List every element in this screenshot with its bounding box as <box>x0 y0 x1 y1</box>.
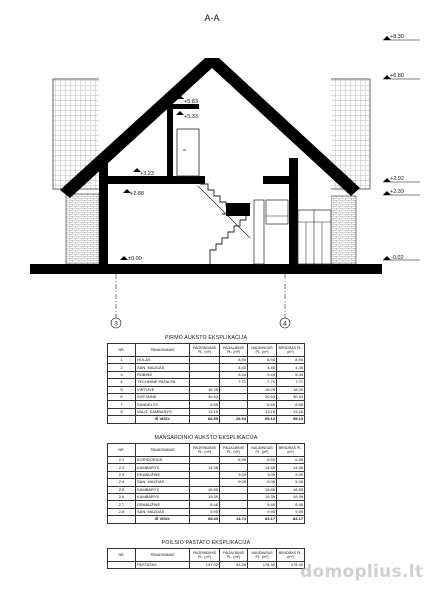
value-cell: 7 <box>108 401 136 408</box>
table-row <box>108 464 305 471</box>
total-cell: 68.43 <box>190 516 220 523</box>
value-cell: 3.09 <box>277 471 305 478</box>
table-row <box>108 357 305 364</box>
svg-text:+8.30: +8.30 <box>390 34 404 40</box>
value-cell: 41.28 <box>220 562 248 569</box>
total-row <box>108 416 305 423</box>
value-cell: 2 <box>108 364 136 371</box>
value-cell: 30.53 <box>277 393 305 400</box>
svg-text:+2.39: +2.39 <box>390 189 404 195</box>
value-cell: 8.94 <box>220 357 248 364</box>
col-header: NR. <box>108 344 136 357</box>
value-cell: 18.25 <box>248 386 277 393</box>
total-cell: 95.13 <box>248 416 277 423</box>
value-cell: 2.8 <box>108 508 136 515</box>
svg-text:+5.33: +5.33 <box>184 114 198 120</box>
value-cell: 8.46 <box>277 501 305 508</box>
svg-text:+2.88: +2.88 <box>130 191 144 197</box>
value-cell: 14.58 <box>277 464 305 471</box>
value-cell: 2.7 <box>108 501 136 508</box>
room-name-cell: TECHNINĖ PATALPA <box>136 379 190 386</box>
svg-text:-0.02: -0.02 <box>391 255 404 261</box>
table-row <box>108 457 305 464</box>
table-row <box>108 408 305 415</box>
right-exterior-wall <box>289 158 298 264</box>
svg-text:+2.92: +2.92 <box>390 176 404 182</box>
col-header: NAUDINGAS PL. (m²) <box>248 549 277 562</box>
col-header: BENDRAS PL. (m²) <box>277 444 305 457</box>
value-cell: 5.06 <box>277 479 305 486</box>
value-cell: 16.85 <box>277 486 305 493</box>
table-row <box>108 508 305 515</box>
level-marker-292 <box>383 176 420 182</box>
col-header: PAGRINDINIS PL. (m²) <box>190 444 220 457</box>
value-cell: 4.45 <box>248 364 277 371</box>
value-cell: 6 <box>108 393 136 400</box>
attic-floor-slab-right <box>263 176 289 184</box>
value-cell: 2.2 <box>108 464 136 471</box>
value-cell: 5.44 <box>277 371 305 378</box>
value-cell: 18.25 <box>190 386 220 393</box>
value-cell <box>190 357 220 364</box>
value-cell <box>190 479 220 486</box>
value-cell: 16.85 <box>190 486 220 493</box>
total-cell: 14.74 <box>220 516 248 523</box>
col-header: PAGALBINIS PL. (m²) <box>220 549 248 562</box>
value-cell: 3 <box>108 371 136 378</box>
right-brick-wall <box>331 196 356 264</box>
value-cell: 2.5 <box>108 486 136 493</box>
value-cell: 13.16 <box>248 408 277 415</box>
total-cell: 83.17 <box>248 516 277 523</box>
value-cell: 4.45 <box>220 364 248 371</box>
value-cell: 5.44 <box>248 371 277 378</box>
col-header: NR. <box>108 444 136 457</box>
value-cell: 7.71 <box>220 379 248 386</box>
value-cell: 178.30 <box>277 562 305 569</box>
value-cell: 6.65 <box>248 401 277 408</box>
value-cell: 19.39 <box>190 493 220 500</box>
value-cell: 4 <box>108 379 136 386</box>
table-row <box>108 364 305 371</box>
svg-text:4: 4 <box>283 320 287 328</box>
total-cell: 26.54 <box>220 416 248 423</box>
attic-partition <box>167 104 173 176</box>
table-row <box>108 501 305 508</box>
level-marker-239 <box>383 189 420 195</box>
total-cell: 95.13 <box>277 416 305 423</box>
value-cell: 178.30 <box>248 562 277 569</box>
value-cell: 5 <box>108 386 136 393</box>
value-cell: 30.53 <box>248 393 277 400</box>
level-marker-680 <box>383 73 420 79</box>
value-cell: 2.6 <box>108 493 136 500</box>
value-cell: 1 <box>108 357 136 364</box>
value-cell <box>220 393 248 400</box>
value-cell: 13.16 <box>190 408 220 415</box>
col-header: PAVADINIMAS <box>136 344 190 357</box>
col-header: NAUDINGAS PL. (m²) <box>248 344 277 357</box>
left-brick-wall <box>66 194 99 264</box>
col-header: PAGALBINIS PL. (m²) <box>220 344 248 357</box>
room-name-cell: PASTATAS <box>136 562 190 569</box>
value-cell <box>220 486 248 493</box>
value-cell: 19.39 <box>277 493 305 500</box>
table-row <box>108 493 305 500</box>
value-cell: 137.02 <box>190 562 220 569</box>
value-cell: 3.09 <box>220 471 248 478</box>
value-cell: 8.46 <box>190 501 220 508</box>
value-cell: 6.59 <box>248 457 277 464</box>
table-row <box>108 401 305 408</box>
building-total-table <box>107 540 305 569</box>
value-cell: 3.09 <box>248 471 277 478</box>
value-cell: 14.58 <box>190 464 220 471</box>
table-row <box>108 471 305 478</box>
col-header: PAVADINIMAS <box>136 549 190 562</box>
landing <box>226 203 250 216</box>
value-cell <box>190 457 220 464</box>
value-cell: 5.06 <box>220 479 248 486</box>
value-cell: 8.94 <box>248 357 277 364</box>
value-cell: 2.3 <box>108 471 136 478</box>
room-name-cell: KAMBARYS <box>136 464 190 471</box>
value-cell: 7.71 <box>277 379 305 386</box>
attic-floor-slab <box>99 176 205 184</box>
table-row <box>108 371 305 378</box>
value-cell: 5.06 <box>248 479 277 486</box>
table-title: PIRMO AUKŠTO EKSPLIKACIJA <box>164 335 248 342</box>
value-cell: 9.95 <box>277 508 305 515</box>
axis-3 <box>111 274 121 328</box>
value-cell <box>108 562 136 569</box>
total-cell <box>108 516 136 523</box>
svg-text:±0.00: ±0.00 <box>128 256 142 262</box>
table-title: POILSIO PASTATO EKSPLIKACIJA <box>161 540 251 547</box>
value-cell <box>190 471 220 478</box>
value-cell: 8 <box>108 408 136 415</box>
total-cell: 83.17 <box>277 516 305 523</box>
value-cell: 9.95 <box>190 508 220 515</box>
value-cell <box>220 401 248 408</box>
value-cell: 18.25 <box>277 386 305 393</box>
value-cell <box>190 379 220 386</box>
room-name-cell: HOLAS <box>136 357 190 364</box>
value-cell: 2.4 <box>108 479 136 486</box>
value-cell <box>220 464 248 471</box>
col-header: BENDRAS PL. (m²) <box>277 549 305 562</box>
value-cell: 4.45 <box>277 364 305 371</box>
axis-4 <box>280 274 290 328</box>
ground-slab <box>30 264 382 274</box>
value-cell: 9.95 <box>248 508 277 515</box>
attic-floor-table <box>107 435 305 524</box>
room-name-cell: KAMBARYS <box>136 486 190 493</box>
total-row <box>108 516 305 523</box>
col-header: PAGRINDINIS PL. (m²) <box>190 344 220 357</box>
value-cell: 2.1 <box>108 457 136 464</box>
value-cell: 6.59 <box>220 457 248 464</box>
value-cell <box>220 508 248 515</box>
value-cell: 13.16 <box>277 408 305 415</box>
value-cell: 30.53 <box>190 393 220 400</box>
value-cell: 6.65 <box>277 401 305 408</box>
svg-text:3: 3 <box>114 320 118 328</box>
total-cell: 68.59 <box>190 416 220 423</box>
room-name-cell: KORIDORIUS <box>136 457 190 464</box>
room-name-cell: VIRTUVĖ <box>136 386 190 393</box>
total-label: IŠ VISO: <box>136 416 190 423</box>
room-name-cell: DRABUŽINĖ <box>136 471 190 478</box>
value-cell: 5.44 <box>220 371 248 378</box>
col-header: PAGRINDINIS PL. (m²) <box>190 549 220 562</box>
room-name-cell: SAN. MAZGAS <box>136 508 190 515</box>
room-name-cell: RŪBINĖ <box>136 371 190 378</box>
room-name-cell: KAMBARYS <box>136 493 190 500</box>
col-header: PAGALBINIS PL. (m²) <box>220 444 248 457</box>
col-header: NR. <box>108 549 136 562</box>
table-row <box>108 379 305 386</box>
table-row <box>108 486 305 493</box>
svg-text:+6.80: +6.80 <box>390 73 404 79</box>
value-cell <box>220 493 248 500</box>
watermark: domoplius.lt <box>300 562 424 582</box>
col-header: NAUDINGAS PL. (m²) <box>248 444 277 457</box>
table-row <box>108 393 305 400</box>
col-header: PAVADINIMAS <box>136 444 190 457</box>
level-marker-830 <box>383 34 420 40</box>
svg-text:+3.23: +3.23 <box>140 171 154 177</box>
ground-floor-table <box>107 335 305 424</box>
value-cell: 6.59 <box>277 457 305 464</box>
value-cell: 6.65 <box>190 401 220 408</box>
value-cell <box>190 364 220 371</box>
table-title: MANSARDINIO AUKŠTO EKSPLIKACIJA <box>154 435 258 442</box>
value-cell: 7.71 <box>248 379 277 386</box>
room-name-cell: VALG. KAMBARYS <box>136 408 190 415</box>
section-title: A-A <box>204 13 220 23</box>
room-name-cell: SVETAINĖ <box>136 393 190 400</box>
value-cell: 8.94 <box>277 357 305 364</box>
table-row <box>108 562 305 569</box>
room-name-cell: SANDĖLYS <box>136 401 190 408</box>
value-cell <box>220 408 248 415</box>
value-cell: 8.46 <box>248 501 277 508</box>
value-cell: 16.85 <box>248 486 277 493</box>
table-row <box>108 386 305 393</box>
value-cell <box>220 501 248 508</box>
value-cell: 19.39 <box>248 493 277 500</box>
room-name-cell: SAN. MAZGAS <box>136 364 190 371</box>
total-label: IŠ VISO: <box>136 516 190 523</box>
value-cell <box>220 386 248 393</box>
svg-text:+5.83: +5.83 <box>184 99 198 105</box>
value-cell: 14.58 <box>248 464 277 471</box>
room-name-cell: SAN. MAZGAS <box>136 479 190 486</box>
table-row <box>108 479 305 486</box>
col-header: BENDRAS PL. (m²) <box>277 344 305 357</box>
value-cell <box>190 371 220 378</box>
room-name-cell: DRABUŽINĖ <box>136 501 190 508</box>
level-marker-minus002 <box>383 255 420 261</box>
total-cell <box>108 416 136 423</box>
